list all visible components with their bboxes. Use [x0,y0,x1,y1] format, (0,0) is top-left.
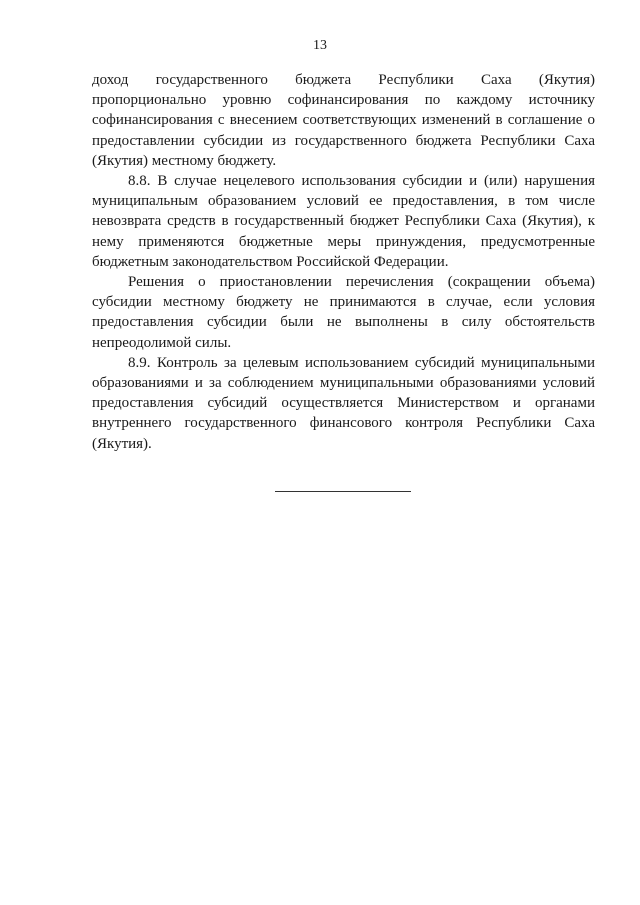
page-number: 13 [313,38,327,53]
paragraph-budget-income: доход государственного бюджета Республики Саха (Якутия) пропорционально уровню софинансирования по каждому источнику софинансирования с внесением соответствующих изменений в соглашение о предоставлении субсидии из государственного бюджета Республики Саха (Якутия) местному бюджету. [92,72,595,169]
document-end-rule [275,491,411,492]
document-body [92,70,595,454]
paragraph-8-8: 8.8. В случае нецелевого использования субсидии и (или) нарушения муниципальным образованием условий ее предоставления, в том числе невозврата средств в государственный бюджет Республики Саха (Якутия), к нему применяются бюджетные меры принуждения, предусмотренные бюджетным законодательством Российской Федерации. [92,173,595,270]
paragraph-suspension-decisions: Решения о приостановлении перечисления (сокращении объема) субсидии местному бюджету не принимаются в случае, если условия предоставления субсидии были не выполнены в силу обстоятельств непреодолимой силы. [92,274,595,351]
paragraph-8-9: 8.9. Контроль за целевым использованием субсидий муниципальными образованиями и за соблюдением муниципальными образованиями условий предоставления субсидий осуществляется Министерством и органами внутреннего государственного финансового контроля Республики Саха (Якутия). [92,354,595,452]
